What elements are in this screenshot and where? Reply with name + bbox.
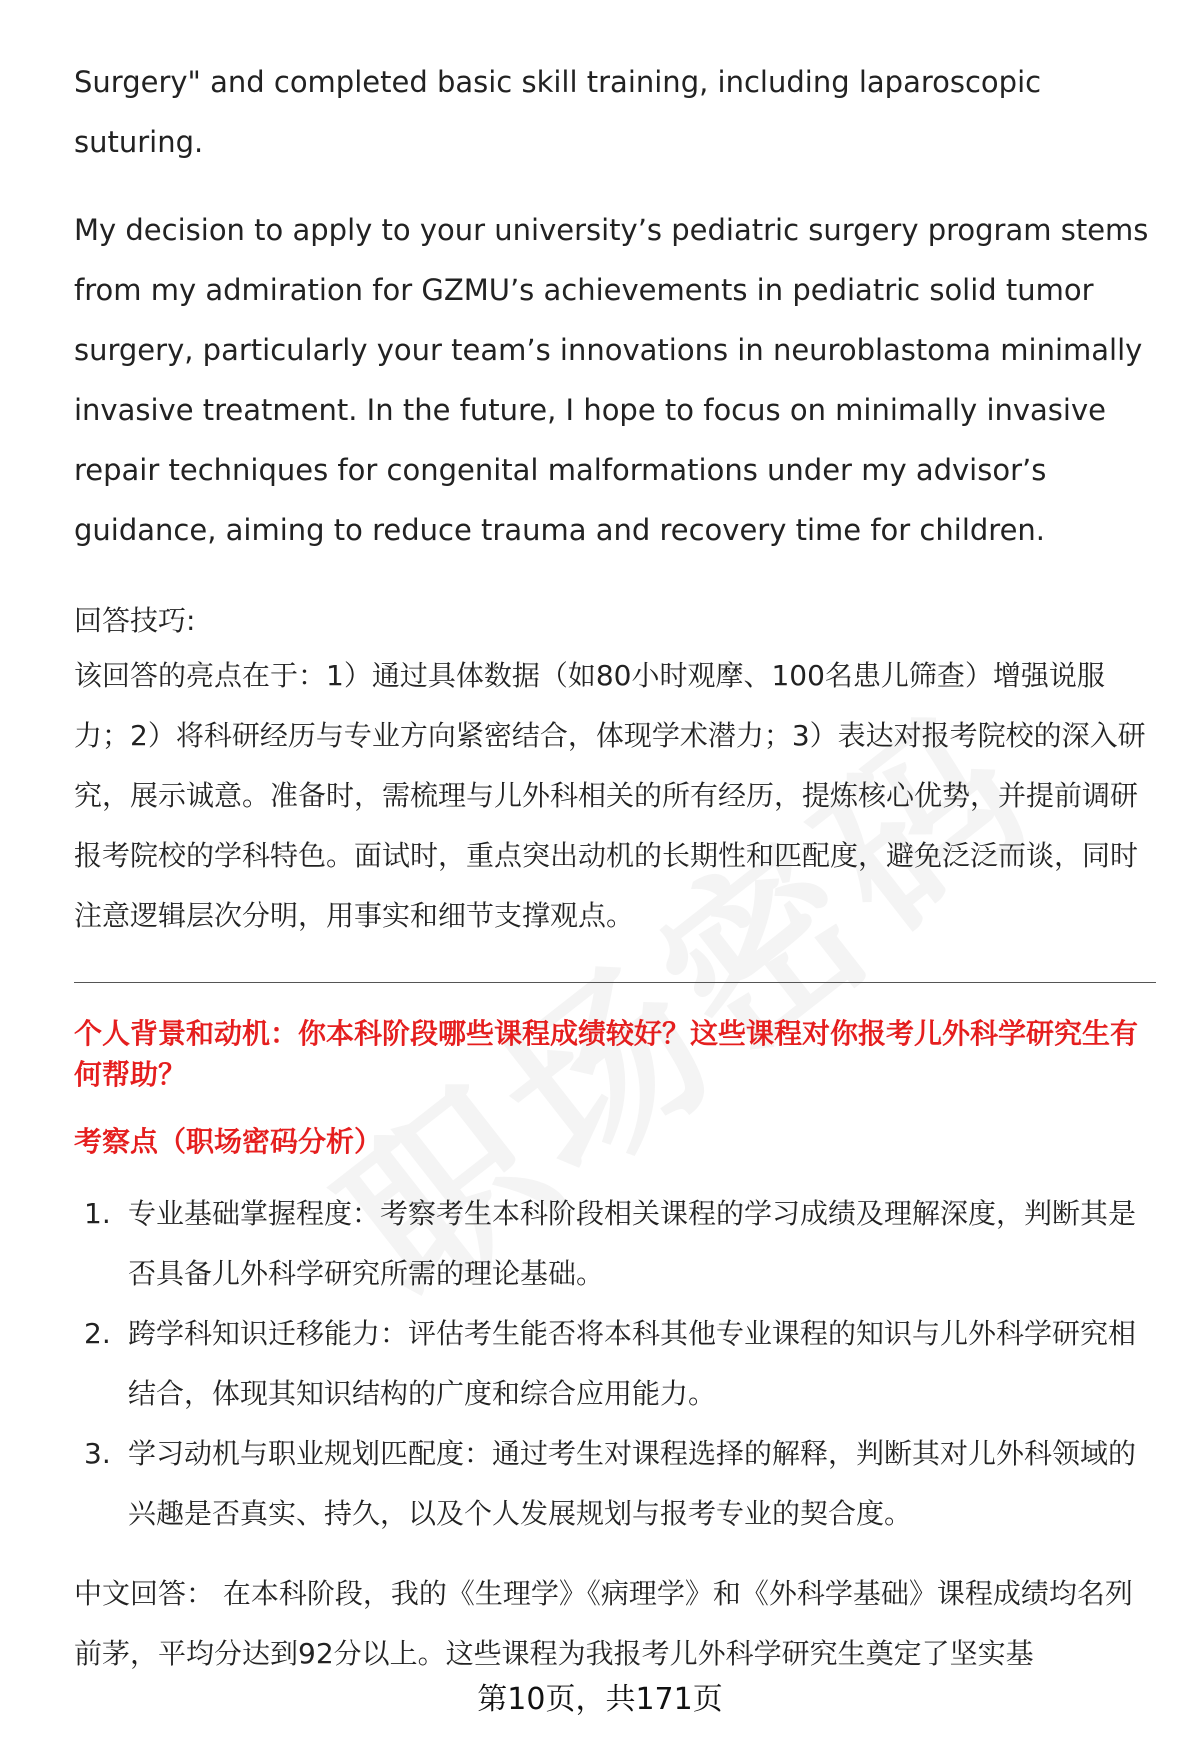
- question-title: 个人背景和动机：你本科阶段哪些课程成绩较好？这些课程对你报考儿外科学研究生有何帮助？: [74, 1017, 1139, 1091]
- list-item: [74, 1304, 1154, 1424]
- page-number-footer: 第10页，共171页: [477, 1682, 723, 1717]
- list-item-text: 跨学科知识迁移能力：评估考生能否将本科其他专业课程的知识与儿外科学研究相结合，体现其知识结构的广度和综合应用能力。: [128, 1317, 1137, 1410]
- section-divider: [74, 982, 1156, 983]
- list-item-number: 1.: [84, 1197, 111, 1230]
- tips-body: 该回答的亮点在于：1）通过具体数据（如80小时观摩、100名患儿筛查）增强说服力；2）将科研经历与专业方向紧密结合，体现学术潜力；3）表达对报考院校的深入研究，展示诚意。准备时，需梳理与儿外科相关的所有经历，提炼核心优势，并提前调研报考院校的学科特色。面试时，重点突出动机的长期性和匹配度，避免泛泛而谈，同时注意逻辑层次分明，用事实和细节支撑观点。: [74, 659, 1146, 932]
- list-item: [74, 1184, 1154, 1304]
- list-item-text: 专业基础掌握程度：考察考生本科阶段相关课程的学习成绩及理解深度，判断其是否具备儿外科学研究所需的理论基础。: [128, 1197, 1137, 1290]
- english-paragraph-1: Surgery" and completed basic skill training, including laparoscopic suturing.: [74, 65, 1042, 159]
- english-paragraph-2: My decision to apply to your university’s pediatric surgery program stems from my admiration for GZMU’s achievements in pediatric solid tumor surgery, particularly your team’s innovations in neuroblastoma minimally invasive treatment. In the future, I hope to focus on minimally invasive repair techniques for congenital malformations under my advisor’s guidance, aiming to reduce trauma and recovery time for children.: [74, 213, 1149, 547]
- list-item-text: 学习动机与职业规划匹配度：通过考生对课程选择的解释，判断其对儿外科领域的兴趣是否真实、持久，以及个人发展规划与报考专业的契合度。: [128, 1437, 1137, 1530]
- chinese-answer: 中文回答： 在本科阶段，我的《生理学》《病理学》和《外科学基础》课程成绩均名列前茅，平均分达到92分以上。这些课程为我报考儿外科学研究生奠定了坚实基: [74, 1577, 1133, 1670]
- tips-heading: 回答技巧:: [74, 604, 196, 637]
- list-item: [74, 1424, 1154, 1544]
- list-item-number: 2.: [84, 1317, 111, 1350]
- assessment-section-title: 考察点（职场密码分析）: [74, 1125, 383, 1158]
- assessment-points-list: [74, 1184, 1154, 1544]
- page-content: [74, 52, 1154, 1712]
- list-item-number: 3.: [84, 1437, 111, 1470]
